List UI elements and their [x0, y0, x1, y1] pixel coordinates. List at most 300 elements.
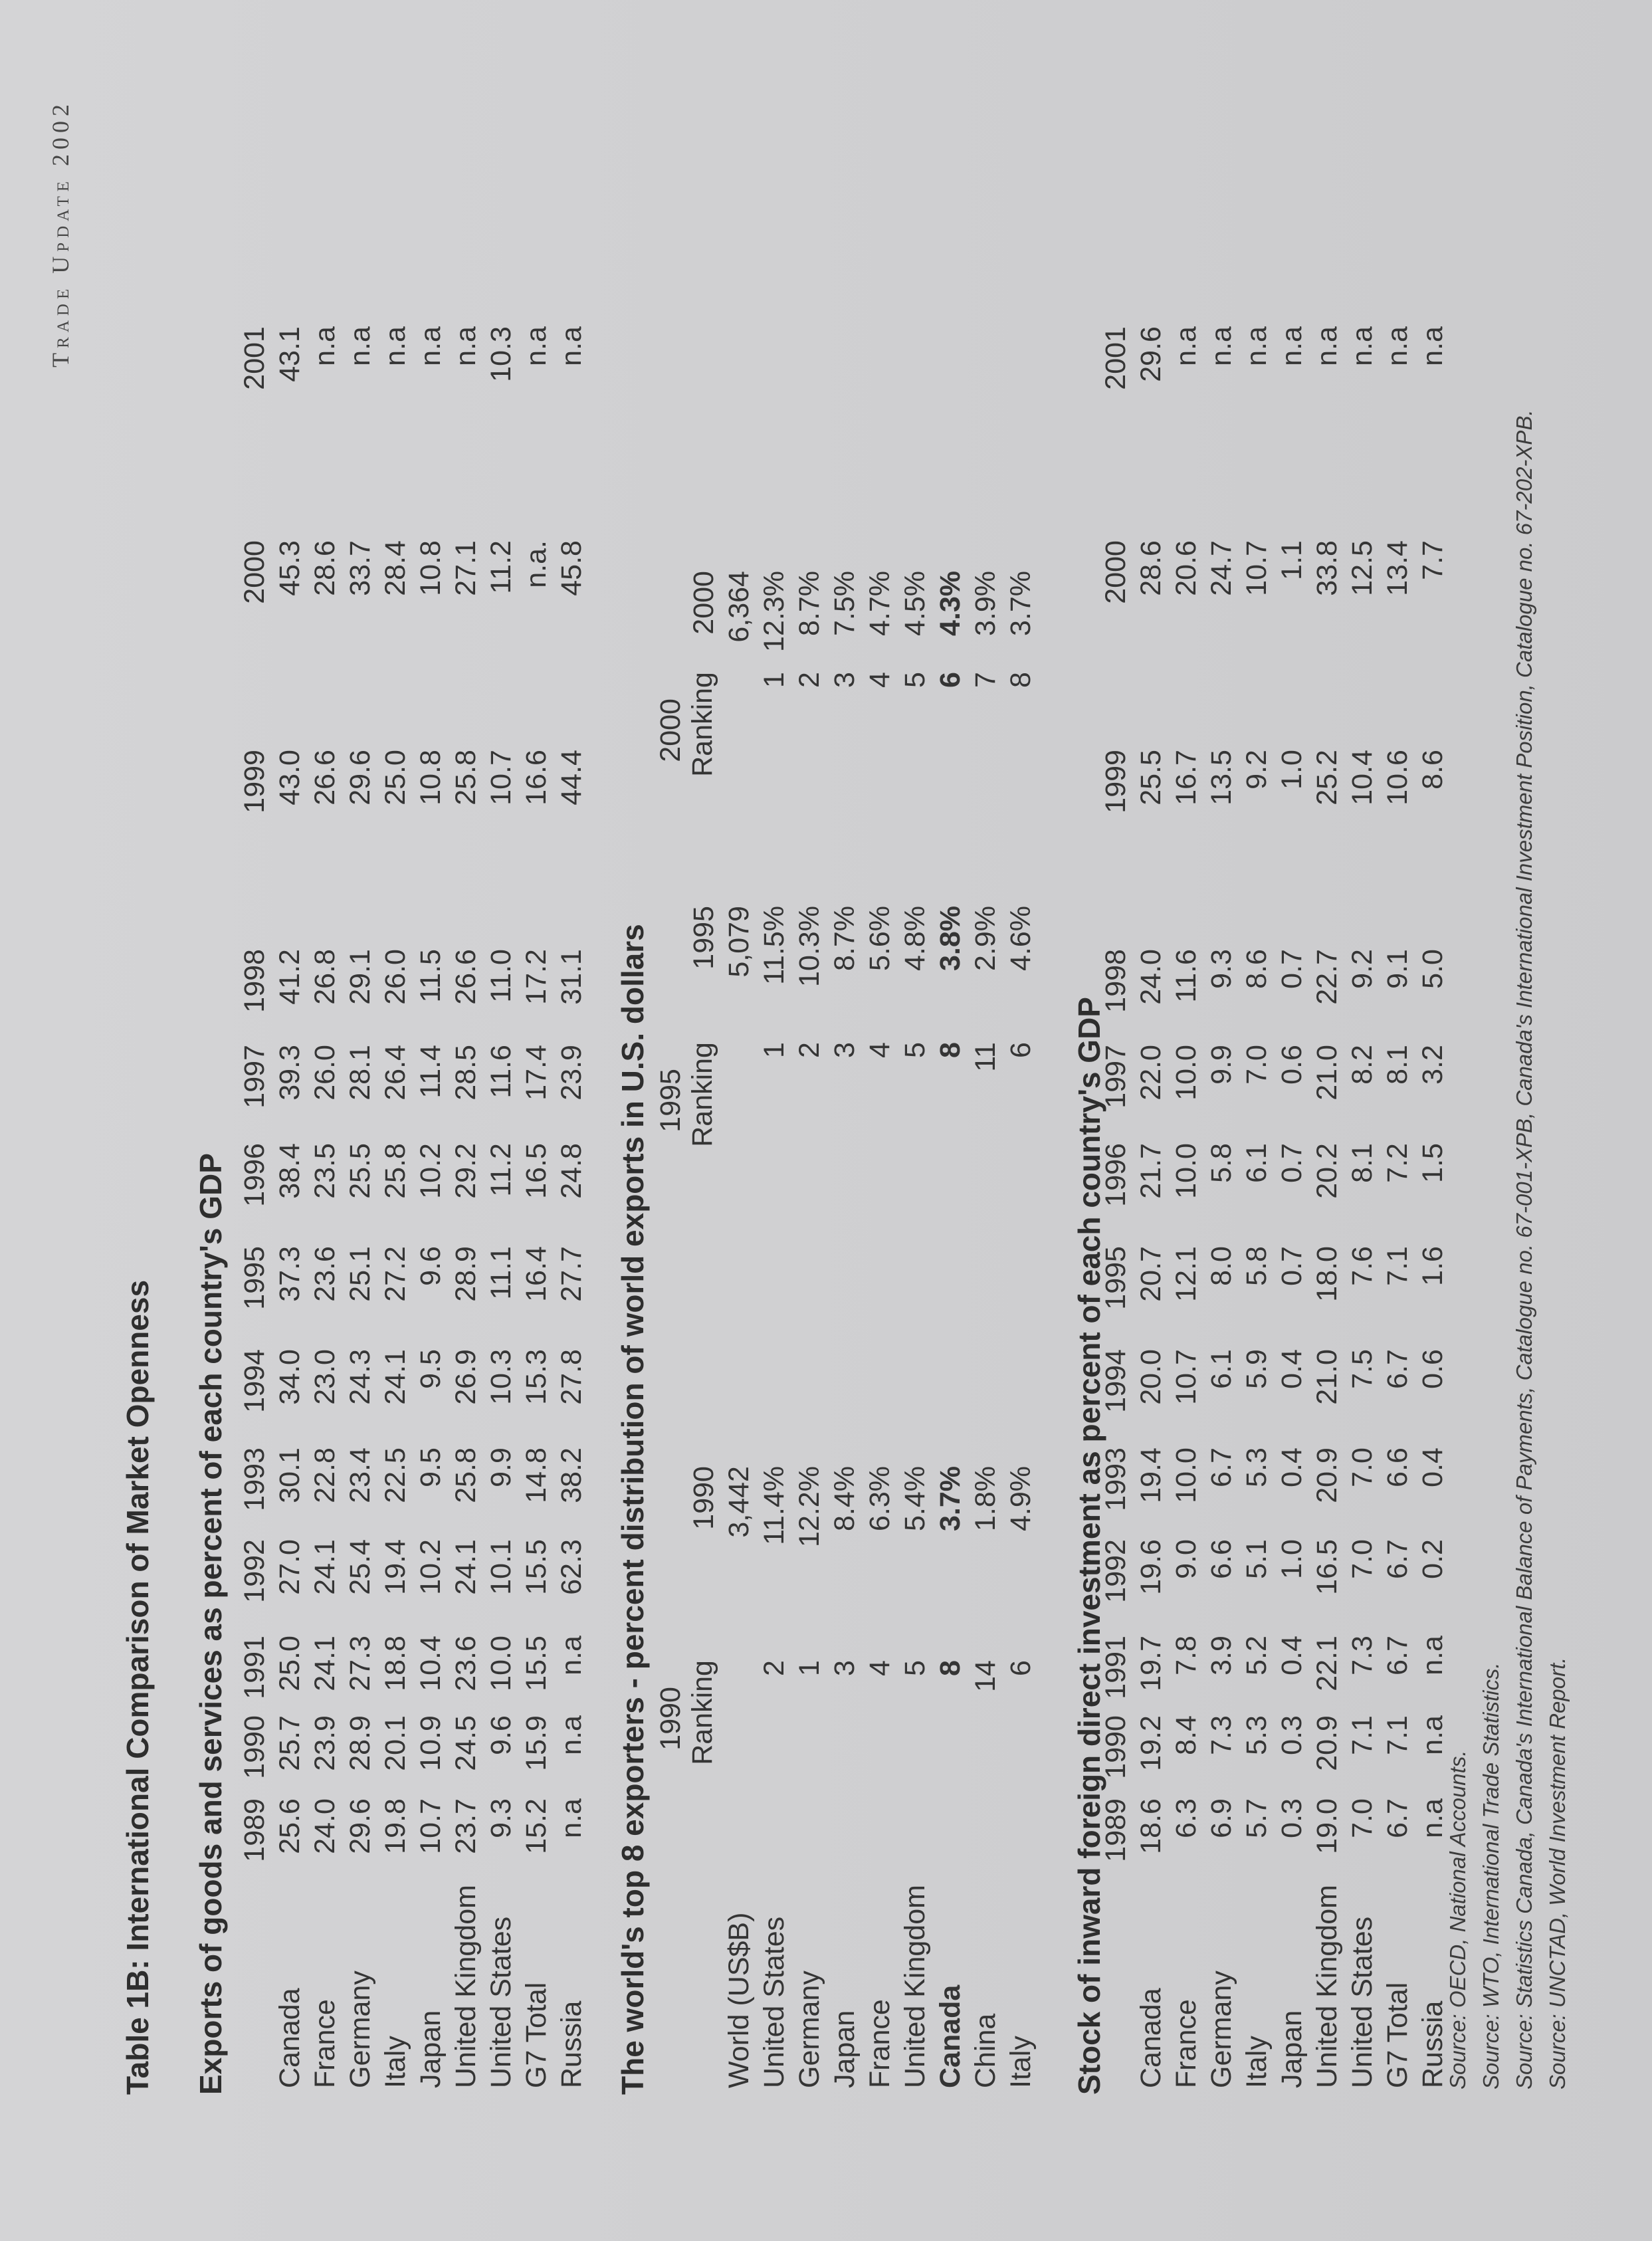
fdi-value-cell: 20.7: [1135, 1246, 1167, 1302]
top8-rank-cell: 4: [864, 1042, 896, 1058]
top8-rank1995-year: 1995: [655, 1069, 686, 1132]
top8-rank-cell: 2: [793, 1042, 825, 1058]
exports-value-cell: 30.1: [274, 1447, 306, 1503]
source-note: Source: Statistics Canada, Canada's International Balance of Payments, Catalogue no. 67-001-XPB, Canada's International Investment Position, Catalogue no. 67-202-XPB.: [1512, 409, 1536, 2089]
exports-value-cell: n.a: [309, 326, 341, 366]
fdi-value-cell: 9.0: [1170, 1539, 1202, 1579]
top8-y2000-header: 2000: [688, 571, 720, 635]
exports-row: [480, 326, 516, 2088]
fdi-value-cell: 13.5: [1205, 750, 1237, 805]
fdi-row: [1166, 326, 1201, 2088]
fdi-value-cell: 19.7: [1135, 1636, 1167, 1691]
exports-value-cell: 23.4: [344, 1447, 376, 1503]
exports-value-cell: 26.8: [309, 949, 341, 1005]
exports-value-cell: 10.7: [415, 1798, 447, 1854]
exports-value-cell: 25.0: [379, 750, 411, 805]
top8-world-2000: 6,364: [723, 571, 755, 643]
fdi-value-cell: 10.4: [1346, 750, 1378, 805]
fdi-value-cell: n.a: [1382, 326, 1413, 366]
exports-value-cell: 26.0: [309, 1045, 341, 1101]
exports-value-cell: 43.0: [274, 750, 306, 805]
fdi-value-cell: 22.1: [1311, 1636, 1343, 1691]
exports-value-cell: 26.9: [450, 1349, 482, 1405]
fdi-value-cell: 9.1: [1382, 949, 1413, 989]
exports-value-cell: 22.8: [309, 1447, 341, 1503]
exports-value-cell: 9.5: [415, 1447, 447, 1487]
top8-share-cell: 10.3%: [793, 906, 825, 987]
fdi-value-cell: 5.8: [1205, 1143, 1237, 1183]
top8-row: [930, 571, 965, 2088]
fdi-value-cell: 25.2: [1311, 750, 1343, 805]
exports-row: [304, 326, 340, 2088]
fdi-value-cell: 19.0: [1311, 1798, 1343, 1854]
top8-rank-cell: 6: [934, 672, 966, 688]
top8-share-cell: 11.4%: [758, 1466, 790, 1545]
fdi-value-cell: 7.3: [1205, 1715, 1237, 1755]
exports-value-cell: 24.1: [309, 1636, 341, 1691]
exports-value-cell: 26.4: [379, 1045, 411, 1101]
exports-value-cell: 10.2: [415, 1143, 447, 1199]
exports-value-cell: 39.3: [274, 1045, 306, 1101]
fdi-value-cell: n.a: [1205, 326, 1237, 366]
top8-rank2000-label: Ranking: [686, 672, 718, 777]
fdi-value-cell: n.a: [1241, 326, 1273, 366]
exports-value-cell: 17.2: [520, 949, 552, 1005]
fdi-value-cell: 7.5: [1346, 1349, 1378, 1389]
fdi-value-cell: 7.0: [1346, 1539, 1378, 1579]
fdi-value-cell: 0.4: [1417, 1447, 1449, 1487]
exports-value-cell: 38.2: [556, 1447, 587, 1503]
fdi-year-header: 1992: [1100, 1539, 1132, 1603]
exports-value-cell: 15.3: [520, 1349, 552, 1405]
fdi-value-cell: 8.6: [1241, 949, 1273, 989]
top8-header-blank: [655, 1885, 718, 2088]
exports-value-cell: n.a: [379, 326, 411, 366]
fdi-value-cell: 16.7: [1170, 750, 1202, 805]
exports-value-cell: 16.6: [520, 750, 552, 805]
top8-rank-cell: 11: [970, 1042, 1001, 1072]
fdi-value-cell: 6.7: [1382, 1636, 1413, 1675]
exports-value-cell: 10.7: [485, 750, 517, 805]
exports-value-cell: n.a: [556, 1798, 587, 1838]
fdi-row: [1236, 326, 1271, 2088]
exports-value-cell: 10.8: [415, 750, 447, 805]
exports-value-cell: n.a: [344, 326, 376, 366]
fdi-table: [1095, 326, 1447, 2088]
exports-value-cell: 10.0: [485, 1636, 517, 1691]
fdi-value-cell: n.a: [1276, 326, 1308, 366]
fdi-value-cell: n.a: [1417, 1798, 1449, 1838]
top8-share-cell: 4.5%: [899, 571, 931, 637]
fdi-value-cell: 1.5: [1417, 1143, 1449, 1183]
fdi-value-cell: 19.6: [1135, 1539, 1167, 1595]
top8-rank-cell: 6: [1005, 1042, 1037, 1058]
exports-value-cell: 19.8: [379, 1798, 411, 1854]
exports-value-cell: 34.0: [274, 1349, 306, 1405]
fdi-value-cell: 6.9: [1205, 1798, 1237, 1838]
fdi-value-cell: 18.6: [1135, 1798, 1167, 1854]
top8-rank1995-label: Ranking: [686, 1042, 718, 1147]
exports-value-cell: 11.6: [485, 1045, 517, 1099]
fdi-value-cell: 20.2: [1311, 1143, 1343, 1199]
table-title: Table 1B: International Comparison of Market Openness: [120, 1279, 155, 2095]
exports-value-cell: 27.0: [274, 1539, 306, 1595]
fdi-value-cell: 10.7: [1170, 1349, 1202, 1405]
exports-value-cell: 22.5: [379, 1447, 411, 1503]
fdi-row: [1271, 326, 1306, 2088]
exports-year-header: 2001: [239, 326, 270, 390]
exports-value-cell: 9.6: [415, 1246, 447, 1286]
fdi-value-cell: 0.3: [1276, 1715, 1308, 1755]
fdi-value-cell: 8.1: [1382, 1045, 1413, 1085]
top8-rank2000-year: 2000: [655, 698, 686, 762]
fdi-value-cell: 10.7: [1241, 540, 1273, 596]
exports-value-cell: 25.8: [379, 1143, 411, 1199]
exports-table: [234, 326, 586, 2088]
top8-header-row: [655, 571, 718, 2088]
fdi-header-blank: [1095, 1885, 1130, 2088]
fdi-value-cell: 0.2: [1417, 1539, 1449, 1579]
exports-value-cell: 28.4: [379, 540, 411, 596]
exports-value-cell: 37.3: [274, 1246, 306, 1302]
top8-row: [965, 571, 1000, 2088]
exports-value-cell: 25.5: [344, 1143, 376, 1199]
fdi-year-header: 1996: [1100, 1143, 1132, 1207]
exports-value-cell: 15.2: [520, 1798, 552, 1854]
exports-value-cell: 25.0: [274, 1636, 306, 1691]
fdi-value-cell: n.a: [1170, 326, 1202, 366]
exports-year-header: 1995: [239, 1246, 270, 1310]
exports-country-label: G7 Total: [520, 1982, 552, 2088]
fdi-value-cell: 1.0: [1276, 750, 1308, 790]
fdi-value-cell: 1.0: [1276, 1539, 1308, 1579]
exports-value-cell: 45.3: [274, 540, 306, 596]
fdi-value-cell: 0.4: [1276, 1349, 1308, 1389]
exports-value-cell: 29.6: [344, 750, 376, 805]
fdi-value-cell: 8.0: [1205, 1246, 1237, 1286]
exports-year-header: 1996: [239, 1143, 270, 1207]
exports-value-cell: 33.7: [344, 540, 376, 596]
top8-rank-cell: 6: [1005, 1660, 1037, 1676]
exports-value-cell: 27.3: [344, 1636, 376, 1691]
exports-value-cell: 25.7: [274, 1715, 306, 1771]
fdi-value-cell: 21.7: [1135, 1143, 1167, 1199]
exports-header-row: [234, 326, 269, 2088]
exports-value-cell: 16.5: [520, 1143, 552, 1199]
top8-rank-cell: 3: [829, 1660, 861, 1676]
fdi-value-cell: 20.9: [1311, 1447, 1343, 1503]
fdi-value-cell: 7.6: [1346, 1246, 1378, 1286]
exports-value-cell: 62.3: [556, 1539, 587, 1595]
fdi-value-cell: 8.1: [1346, 1143, 1378, 1183]
fdi-value-cell: 7.8: [1170, 1636, 1202, 1675]
fdi-value-cell: 7.1: [1382, 1715, 1413, 1755]
top8-row: [789, 571, 824, 2088]
exports-value-cell: 11.0: [485, 949, 517, 1003]
top8-rank-cell: 8: [1005, 672, 1037, 688]
fdi-value-cell: 5.1: [1241, 1539, 1273, 1579]
running-head: Trade Update 2002: [47, 100, 74, 368]
fdi-value-cell: 6.3: [1170, 1798, 1202, 1838]
fdi-value-cell: 22.7: [1311, 949, 1343, 1005]
top8-rank-cell: 1: [758, 1042, 790, 1058]
exports-value-cell: 9.6: [485, 1715, 517, 1755]
fdi-country-label: Russia: [1417, 2000, 1449, 2088]
top8-rank1990-year: 1990: [655, 1687, 686, 1751]
fdi-value-cell: 21.0: [1311, 1349, 1343, 1405]
exports-value-cell: 10.2: [415, 1539, 447, 1595]
fdi-value-cell: 12.1: [1170, 1246, 1202, 1302]
fdi-row: [1412, 326, 1447, 2088]
top8-country-label: United States: [758, 1916, 790, 2088]
fdi-year-header: 1995: [1100, 1246, 1132, 1310]
exports-value-cell: 16.4: [520, 1246, 552, 1302]
top8-rank-cell: 5: [899, 672, 931, 688]
top8-rank-cell: 8: [934, 1660, 966, 1676]
fdi-year-header: 1991: [1100, 1636, 1132, 1699]
fdi-header-row: [1095, 326, 1130, 2088]
fdi-value-cell: 6.6: [1382, 1447, 1413, 1487]
exports-row: [410, 326, 445, 2088]
exports-value-cell: 11.1: [485, 1246, 517, 1300]
fdi-year-header: 1997: [1100, 1045, 1132, 1109]
fdi-value-cell: 5.3: [1241, 1715, 1273, 1755]
exports-value-cell: 20.1: [379, 1715, 411, 1771]
top8-country-label: Canada: [934, 1984, 966, 2088]
fdi-value-cell: 10.6: [1382, 750, 1413, 805]
exports-value-cell: 15.5: [520, 1539, 552, 1595]
exports-row: [551, 326, 586, 2088]
exports-value-cell: 24.5: [450, 1715, 482, 1771]
exports-value-cell: 10.3: [485, 326, 517, 382]
top8-rank1995-header: [655, 1042, 718, 1466]
fdi-value-cell: 6.7: [1382, 1798, 1413, 1838]
top8-share-cell: 3.9%: [970, 571, 1001, 637]
top8-row: [859, 571, 894, 2088]
exports-value-cell: 31.1: [556, 949, 587, 1005]
exports-value-cell: 24.1: [450, 1539, 482, 1595]
top8-share-cell: 3.7%: [934, 1466, 966, 1532]
exports-value-cell: 29.1: [344, 949, 376, 1005]
exports-country-label: Japan: [415, 2010, 447, 2088]
exports-value-cell: 11.5: [415, 949, 447, 1003]
fdi-value-cell: 21.0: [1311, 1045, 1343, 1101]
fdi-value-cell: 10.0: [1170, 1143, 1202, 1199]
exports-value-cell: n.a: [415, 326, 447, 366]
top8-rank2000-header: [655, 672, 718, 906]
exports-value-cell: 18.8: [379, 1636, 411, 1691]
top8-share-cell: 5.4%: [899, 1466, 931, 1532]
fdi-value-cell: 6.7: [1382, 1539, 1413, 1579]
fdi-value-cell: 10.0: [1170, 1447, 1202, 1503]
top8-rank1990-label: Ranking: [686, 1660, 718, 1765]
fdi-year-header: 1998: [1100, 949, 1132, 1013]
fdi-country-label: Japan: [1276, 2010, 1308, 2088]
exports-value-cell: n.a: [450, 326, 482, 366]
top8-share-cell: 7.5%: [829, 571, 861, 637]
exports-country-label: France: [309, 1999, 341, 2088]
top8-world-label: World (US$B): [723, 1912, 755, 2088]
exports-year-header: 1998: [239, 949, 270, 1013]
fdi-value-cell: 33.8: [1311, 540, 1343, 596]
exports-value-cell: 29.6: [344, 1798, 376, 1854]
top8-share-cell: 4.8%: [899, 906, 931, 972]
top8-country-label: China: [970, 2013, 1001, 2088]
top8-rank-cell: 5: [899, 1660, 931, 1676]
exports-country-label: Canada: [274, 1988, 306, 2088]
exports-year-header: 2000: [239, 540, 270, 604]
fdi-value-cell: 7.3: [1346, 1636, 1378, 1675]
top8-y1995-header: 1995: [688, 906, 720, 970]
fdi-value-cell: 0.6: [1276, 1045, 1308, 1085]
fdi-value-cell: 29.6: [1135, 326, 1167, 382]
fdi-row: [1201, 326, 1236, 2088]
source-note: Source: UNCTAD, World Investment Report.: [1545, 1657, 1570, 2089]
source-note: Source: OECD, National Accounts.: [1445, 1750, 1470, 2089]
exports-year-header: 1992: [239, 1539, 270, 1603]
fdi-row: [1130, 326, 1166, 2088]
fdi-value-cell: 0.7: [1276, 949, 1308, 989]
fdi-value-cell: 0.4: [1276, 1636, 1308, 1675]
exports-year-header: 1993: [239, 1447, 270, 1511]
fdi-year-header: 1990: [1100, 1715, 1132, 1779]
exports-value-cell: 23.0: [309, 1349, 341, 1405]
fdi-value-cell: 0.4: [1276, 1447, 1308, 1487]
fdi-value-cell: 1.1: [1276, 540, 1308, 580]
fdi-value-cell: 6.6: [1205, 1539, 1237, 1579]
top8-rank-cell: 1: [793, 1660, 825, 1676]
exports-value-cell: 15.9: [520, 1715, 552, 1771]
exports-row: [516, 326, 551, 2088]
exports-value-cell: 9.3: [485, 1798, 517, 1838]
fdi-row: [1306, 326, 1342, 2088]
fdi-value-cell: 0.3: [1276, 1798, 1308, 1838]
fdi-year-header: 1989: [1100, 1798, 1132, 1862]
top8-country-label: Germany: [793, 1971, 825, 2088]
top8-share-cell: 4.7%: [864, 571, 896, 637]
exports-value-cell: 9.9: [485, 1447, 517, 1487]
exports-value-cell: 24.1: [379, 1349, 411, 1405]
fdi-value-cell: 25.5: [1135, 750, 1167, 805]
exports-value-cell: 45.8: [556, 540, 587, 596]
exports-value-cell: 11.2: [485, 1143, 517, 1197]
top8-share-cell: 8.7%: [829, 906, 861, 972]
fdi-value-cell: 20.6: [1170, 540, 1202, 596]
fdi-year-header: 2000: [1100, 540, 1132, 604]
top8-heading: The world's top 8 exporters - percent distribution of world exports in U.S. dollars: [615, 924, 650, 2095]
exports-value-cell: 24.1: [309, 1539, 341, 1595]
exports-value-cell: 25.8: [450, 750, 482, 805]
top8-share-cell: 4.9%: [1005, 1466, 1037, 1532]
fdi-value-cell: 1.6: [1417, 1246, 1449, 1286]
exports-heading: Exports of goods and services as percent of each country's GDP: [193, 1153, 228, 2095]
exports-value-cell: 23.5: [309, 1143, 341, 1199]
fdi-value-cell: 5.2: [1241, 1636, 1273, 1675]
fdi-value-cell: 22.0: [1135, 1045, 1167, 1101]
fdi-value-cell: 7.0: [1346, 1447, 1378, 1487]
exports-value-cell: 11.4: [415, 1045, 447, 1099]
fdi-value-cell: n.a: [1417, 1636, 1449, 1675]
exports-year-header: 1989: [239, 1798, 270, 1862]
top8-rank-cell: 3: [829, 672, 861, 688]
fdi-value-cell: 7.0: [1241, 1045, 1273, 1085]
exports-year-header: 1994: [239, 1349, 270, 1413]
fdi-year-header: 1999: [1100, 750, 1132, 813]
exports-value-cell: 27.8: [556, 1349, 587, 1405]
exports-value-cell: 10.9: [415, 1715, 447, 1771]
exports-country-label: Italy: [379, 2036, 411, 2088]
exports-value-cell: 10.8: [415, 540, 447, 596]
top8-share-cell: 3.8%: [934, 906, 966, 972]
fdi-value-cell: 6.1: [1205, 1349, 1237, 1389]
fdi-year-header: 2001: [1100, 326, 1132, 390]
exports-value-cell: 25.1: [344, 1246, 376, 1302]
fdi-country-label: Canada: [1135, 1988, 1167, 2088]
fdi-value-cell: n.a: [1311, 326, 1343, 366]
exports-value-cell: n.a.: [520, 540, 552, 588]
exports-value-cell: 19.4: [379, 1539, 411, 1595]
exports-value-cell: 25.6: [274, 1798, 306, 1854]
fdi-value-cell: 5.7: [1241, 1798, 1273, 1838]
exports-year-header: 1990: [239, 1715, 270, 1779]
exports-value-cell: 10.3: [485, 1349, 517, 1405]
top8-rank-cell: 4: [864, 1660, 896, 1676]
top8-share-cell: 6.3%: [864, 1466, 896, 1532]
top8-rank-cell: 4: [864, 672, 896, 688]
top8-rank-cell: 14: [970, 1660, 1001, 1692]
fdi-value-cell: 5.8: [1241, 1246, 1273, 1286]
top8-row: [824, 571, 859, 2088]
fdi-value-cell: 19.4: [1135, 1447, 1167, 1503]
fdi-heading: Stock of inward foreign direct investment as percent of each country's GDP: [1072, 997, 1106, 2095]
fdi-country-label: Italy: [1241, 2036, 1273, 2088]
fdi-value-cell: 24.0: [1135, 949, 1167, 1005]
top8-share-cell: 8.7%: [793, 571, 825, 637]
fdi-value-cell: 19.2: [1135, 1715, 1167, 1771]
fdi-value-cell: 9.3: [1205, 949, 1237, 989]
fdi-value-cell: 18.0: [1311, 1246, 1343, 1302]
top8-rank-cell: 8: [934, 1042, 966, 1058]
exports-value-cell: 23.7: [450, 1798, 482, 1854]
exports-value-cell: 43.1: [274, 326, 306, 382]
exports-value-cell: 38.4: [274, 1143, 306, 1199]
exports-row: [269, 326, 304, 2088]
exports-row: [340, 326, 375, 2088]
fdi-value-cell: 7.1: [1346, 1715, 1378, 1755]
fdi-value-cell: 11.6: [1170, 949, 1202, 1003]
exports-value-cell: 23.6: [309, 1246, 341, 1302]
top8-share-cell: 11.5%: [758, 906, 790, 985]
fdi-row: [1377, 326, 1412, 2088]
top8-cell: [718, 1660, 754, 1885]
exports-value-cell: 25.8: [450, 1447, 482, 1503]
top8-share-cell: 12.3%: [758, 571, 790, 652]
fdi-value-cell: 8.4: [1170, 1715, 1202, 1755]
fdi-value-cell: 7.2: [1382, 1143, 1413, 1183]
fdi-country-label: United Kingdom: [1311, 1885, 1343, 2088]
fdi-value-cell: 16.5: [1311, 1539, 1343, 1595]
fdi-value-cell: 13.4: [1382, 540, 1413, 596]
top8-share-cell: 4.3%: [934, 571, 966, 637]
exports-value-cell: 44.4: [556, 750, 587, 805]
fdi-value-cell: 6.7: [1382, 1349, 1413, 1389]
exports-value-cell: 23.6: [450, 1636, 482, 1691]
top8-share-cell: 4.6%: [1005, 906, 1037, 972]
top8-country-label: France: [864, 1999, 896, 2088]
exports-value-cell: 23.9: [556, 1045, 587, 1101]
exports-value-cell: 41.2: [274, 949, 306, 1005]
top8-rank-cell: 5: [899, 1042, 931, 1058]
